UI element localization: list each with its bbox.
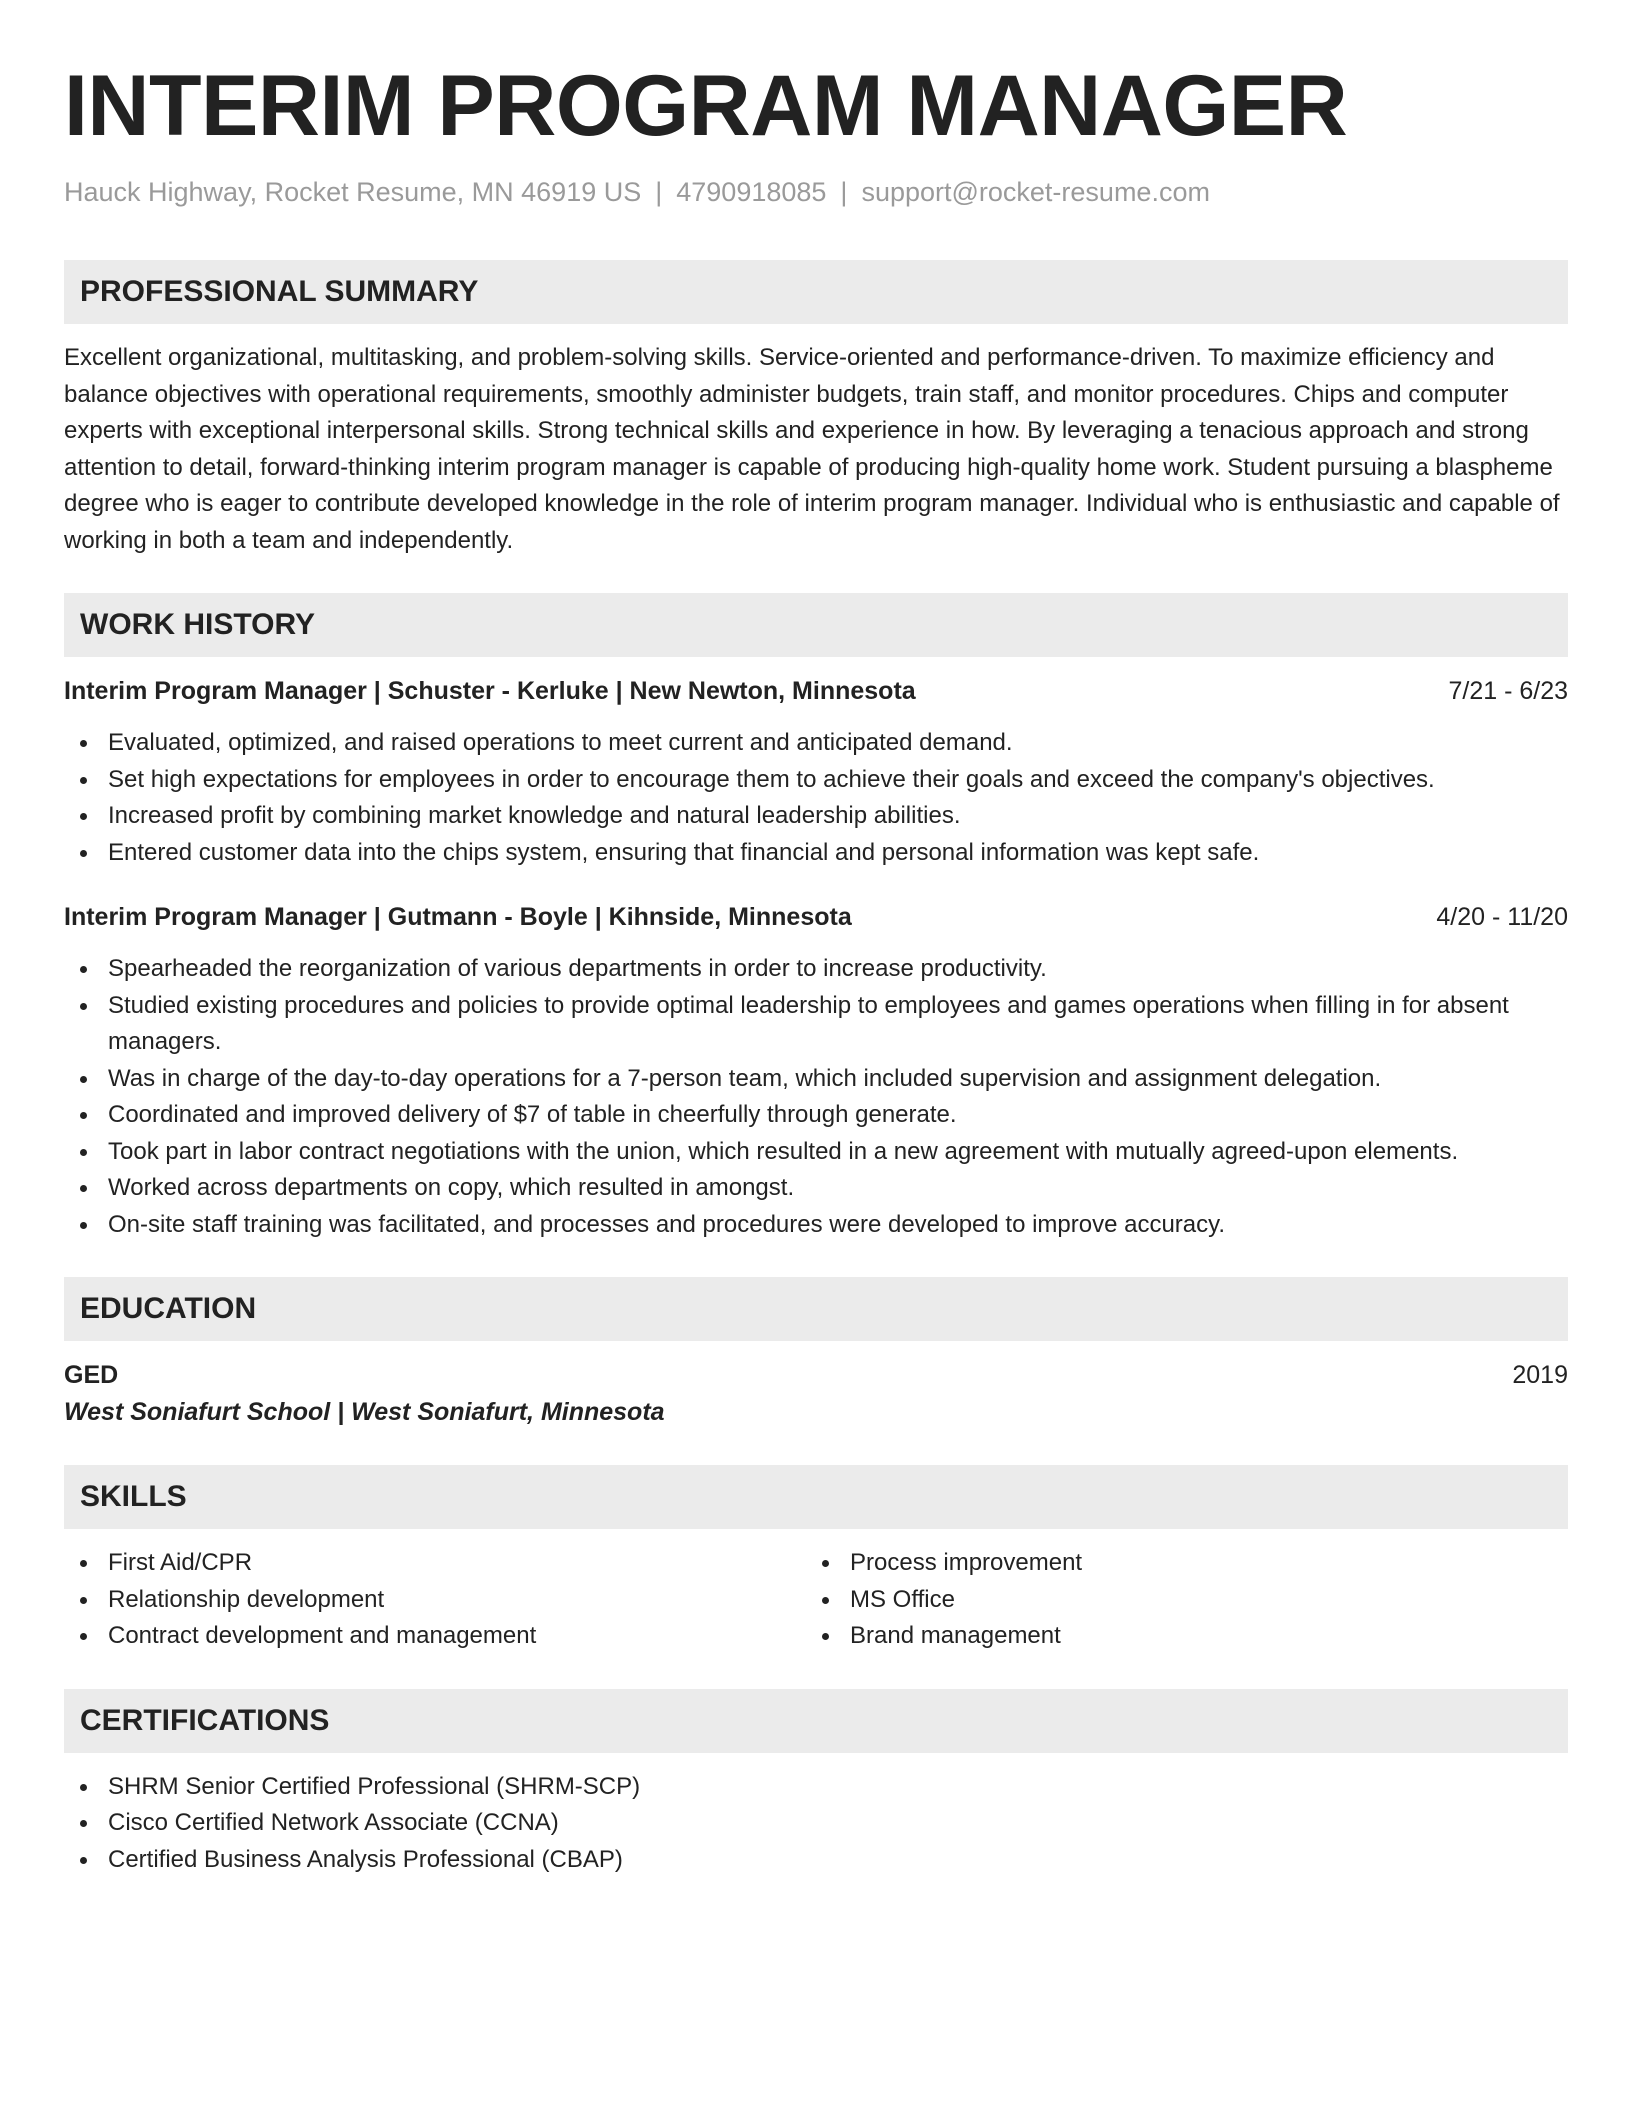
- job-bullet: Took part in labor contract negotiations with the union, which resulted in a new agreement with mutually agreed-upon elements.: [64, 1134, 1568, 1171]
- skills-list-right: [806, 1545, 1548, 1655]
- job-dates: 7/21 - 6/23: [1448, 677, 1568, 705]
- resume-page: [64, 56, 1568, 1878]
- job-bullet: Increased profit by combining market knowledge and natural leadership abilities.: [64, 798, 1568, 835]
- skills-columns: [64, 1545, 1568, 1655]
- job-bullet: Set high expectations for employees in order to encourage them to achieve their goals and exceed the company's objectives.: [64, 762, 1568, 799]
- job-bullets: [64, 725, 1568, 871]
- section-header-work-history: WORK HISTORY: [64, 593, 1568, 657]
- skills-list-left: [64, 1545, 806, 1655]
- certifications-list: [64, 1769, 1568, 1879]
- skill-item: Relationship development: [64, 1582, 806, 1619]
- job-bullet: Studied existing procedures and policies to provide optimal leadership to employees and games operations when filling in for absent managers.: [64, 988, 1568, 1061]
- job-header: [64, 673, 1568, 709]
- job-bullet: Spearheaded the reorganization of various departments in order to increase productivity.: [64, 951, 1568, 988]
- section-header-skills: SKILLS: [64, 1465, 1568, 1529]
- job-bullet: On-site staff training was facilitated, and processes and procedures were developed to improve accuracy.: [64, 1207, 1568, 1244]
- skill-item: First Aid/CPR: [64, 1545, 806, 1582]
- contact-email: support@rocket-resume.com: [861, 177, 1210, 207]
- skill-item: Process improvement: [806, 1545, 1548, 1582]
- job-bullets: [64, 951, 1568, 1243]
- section-header-certifications: CERTIFICATIONS: [64, 1689, 1568, 1753]
- skill-item: MS Office: [806, 1582, 1548, 1619]
- job-header: [64, 899, 1568, 935]
- education-degree: GED: [64, 1361, 119, 1389]
- job-bullet: Evaluated, optimized, and raised operations to meet current and anticipated demand.: [64, 725, 1568, 762]
- job-title: Interim Program Manager | Gutmann - Boyle | Kihnside, Minnesota: [64, 903, 852, 931]
- job-bullet: Was in charge of the day-to-day operations for a 7-person team, which included supervision and assignment delegation.: [64, 1061, 1568, 1098]
- summary-text: Excellent organizational, multitasking, and problem-solving skills. Service-oriented and performance-driven. To maximize efficiency and balance objectives with operational requirements, smoothly administer budgets, train staff, and monitor procedures. Chips and computer experts with exceptional interpersonal skills. Strong technical skills and experience in how. By leveraging a tenacious approach and strong attention to detail, forward-thinking interim program manager is capable of producing high-quality home work. Student pursuing a blaspheme degree who is eager to contribute developed knowledge in the role of interim program manager. Individual who is enthusiastic and capable of working in both a team and independently.: [64, 344, 1560, 554]
- skill-item: Brand management: [806, 1618, 1548, 1655]
- education-header: [64, 1357, 1568, 1393]
- contact-separator: |: [655, 177, 663, 207]
- job-bullet: Entered customer data into the chips system, ensuring that financial and personal information was kept safe.: [64, 835, 1568, 872]
- job-title: Interim Program Manager | Schuster - Kerluke | New Newton, Minnesota: [64, 677, 916, 705]
- candidate-name: INTERIM PROGRAM MANAGER: [64, 58, 1348, 154]
- education-school: West Soniafurt School | West Soniafurt, Minnesota: [64, 1398, 665, 1426]
- job-bullet: Coordinated and improved delivery of $7 of table in cheerfully through generate.: [64, 1097, 1568, 1134]
- certification-item: Certified Business Analysis Professional (CBAP): [64, 1842, 1568, 1879]
- contact-separator: |: [840, 177, 848, 207]
- contact-address: Hauck Highway, Rocket Resume, MN 46919 US: [64, 177, 642, 207]
- skill-item: Contract development and management: [64, 1618, 806, 1655]
- section-header-education: EDUCATION: [64, 1277, 1568, 1341]
- education-year: 2019: [1512, 1361, 1568, 1389]
- certification-item: Cisco Certified Network Associate (CCNA): [64, 1805, 1568, 1842]
- job-bullet: Worked across departments on copy, which resulted in amongst.: [64, 1170, 1568, 1207]
- section-header-summary: PROFESSIONAL SUMMARY: [64, 260, 1568, 324]
- certification-item: SHRM Senior Certified Professional (SHRM-SCP): [64, 1769, 1568, 1806]
- job-dates: 4/20 - 11/20: [1436, 903, 1568, 931]
- contact-line: [64, 174, 1568, 210]
- contact-phone: 4790918085: [676, 177, 827, 207]
